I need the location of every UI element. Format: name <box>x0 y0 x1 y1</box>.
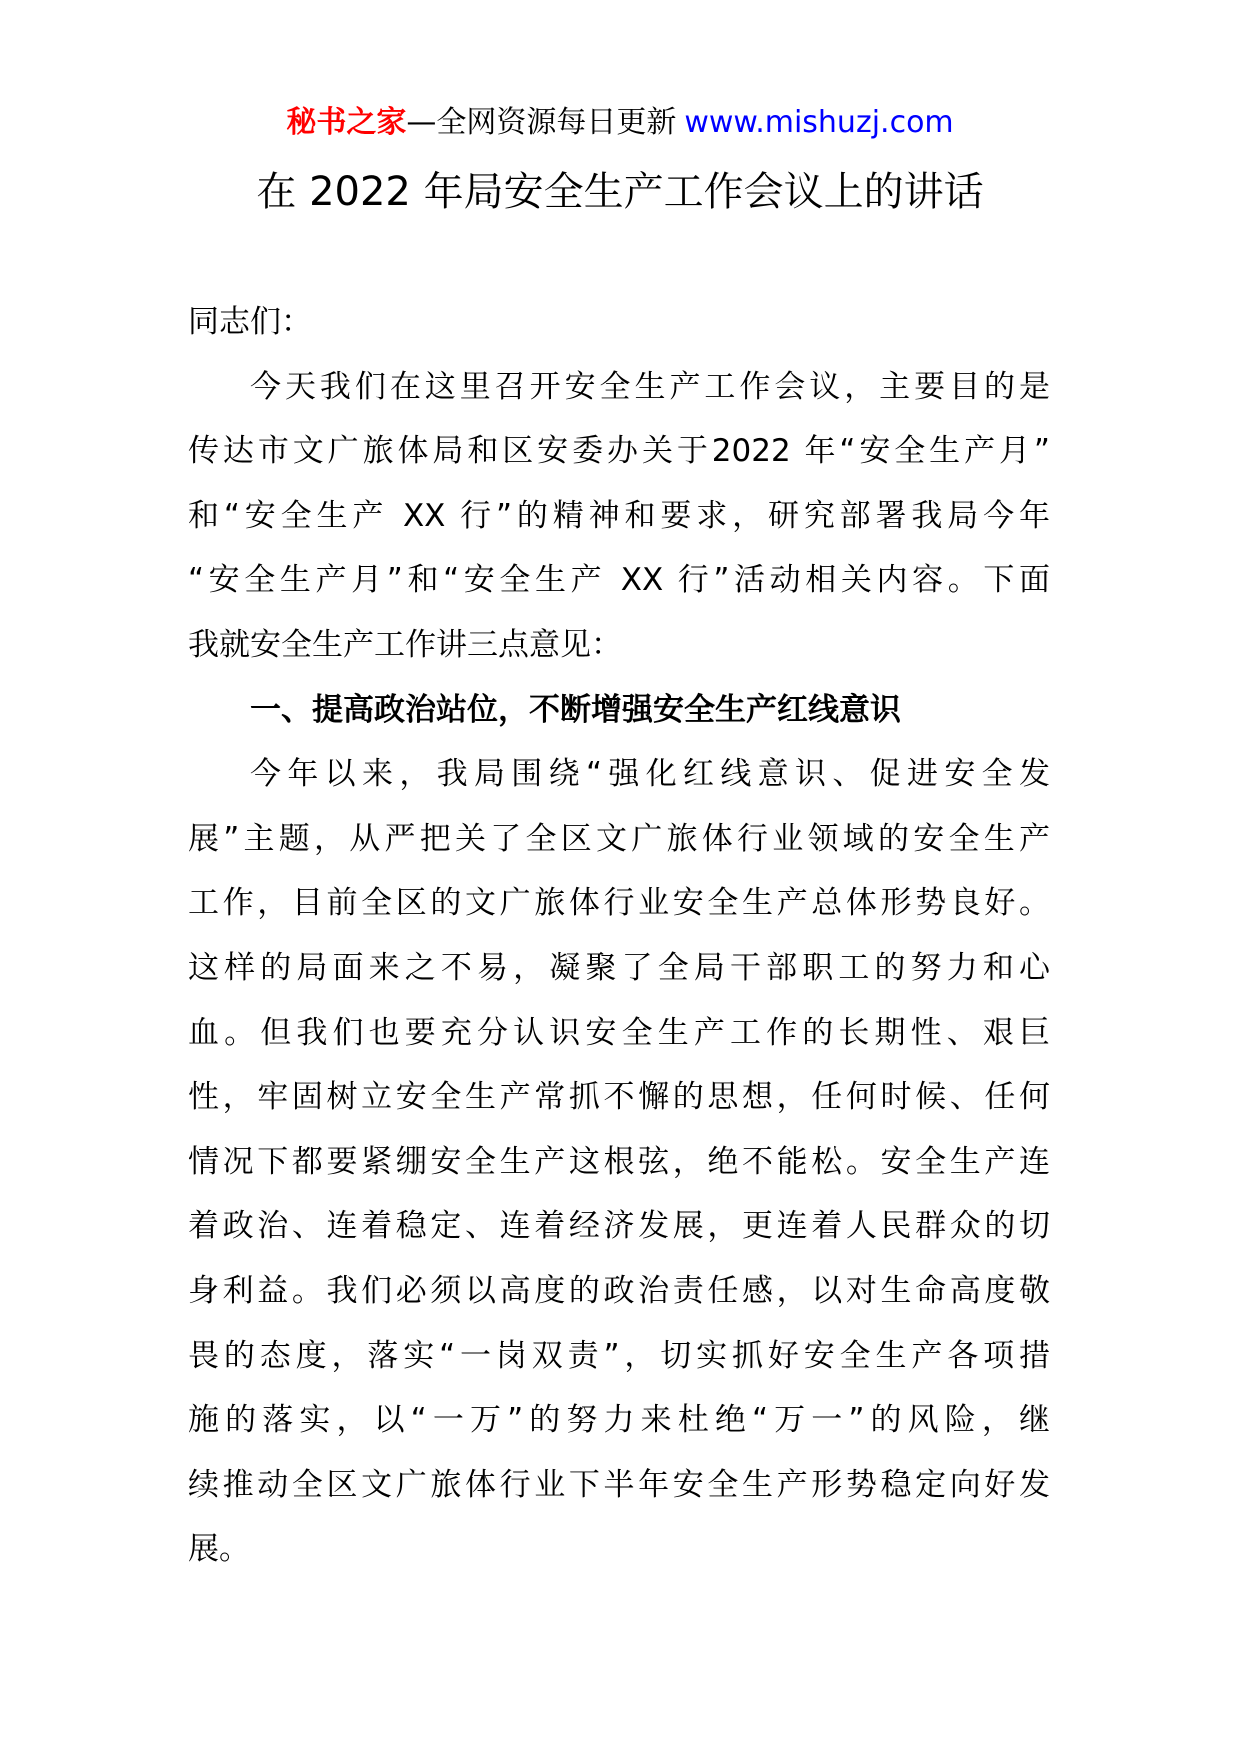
paragraph-line: 身利益。我们必须以高度的政治责任感，以对生命高度敬 <box>188 1272 1050 1309</box>
paragraph-line: 展。 <box>188 1531 250 1568</box>
paragraph-line: 情况下都要紧绷安全生产这根弦，绝不能松。安全生产连 <box>188 1143 1050 1180</box>
header-tagline: —全网资源每日更新 <box>406 105 677 140</box>
header-url: www.mishuzj.com <box>684 105 954 140</box>
paragraph-line: 畏的态度，落实“一岗双责”，切实抓好安全生产各项措 <box>188 1337 1050 1374</box>
paragraph-line: 和“安全生产 XX 行”的精神和要求，研究部署我局今年 <box>188 497 1050 534</box>
paragraph-line: 今天我们在这里召开安全生产工作会议，主要目的是 <box>250 368 1050 405</box>
paragraph-2 <box>188 742 1050 1582</box>
paragraph-line: “安全生产月”和“安全生产 XX 行”活动相关内容。下面 <box>188 562 1050 599</box>
brand-name: 秘书之家 <box>286 105 407 140</box>
paragraph-line: 施的落实，以“一万”的努力来杜绝“万一”的风险，继 <box>188 1402 1050 1439</box>
paragraph-line: 工作，目前全区的文广旅体行业安全生产总体形势良好。 <box>188 885 1050 922</box>
document-title: 在 2022 年局安全生产工作会议上的讲话 <box>256 169 984 215</box>
paragraph-line: 今年以来，我局围绕“强化红线意识、促进安全发 <box>250 756 1050 793</box>
paragraph-line: 性，牢固树立安全生产常抓不懈的思想，任何时候、任何 <box>188 1079 1050 1116</box>
paragraph-line: 着政治、连着稳定、连着经济发展，更连着人民群众的切 <box>188 1208 1050 1245</box>
section-heading: 一、提高政治站位，不断增强安全生产红线意识 <box>250 691 901 728</box>
salutation: 同志们： <box>188 304 312 340</box>
paragraph-line: 传达市文广旅体局和区安委办关于2022 年“安全生产月” <box>188 433 1050 470</box>
paragraph-1 <box>188 355 1050 678</box>
paragraph-line: 血。但我们也要充分认识安全生产工作的长期性、艰巨 <box>188 1014 1050 1051</box>
watermark-header <box>0 101 1240 145</box>
paragraph-line: 我就安全生产工作讲三点意见： <box>188 626 622 663</box>
document-body <box>188 290 1050 1582</box>
paragraph-line: 展”主题，从严把关了全区文广旅体行业领域的安全生产 <box>188 820 1050 857</box>
paragraph-line: 续推动全区文广旅体行业下半年安全生产形势稳定向好发 <box>188 1466 1050 1503</box>
paragraph-line: 这样的局面来之不易，凝聚了全局干部职工的努力和心 <box>188 949 1050 986</box>
